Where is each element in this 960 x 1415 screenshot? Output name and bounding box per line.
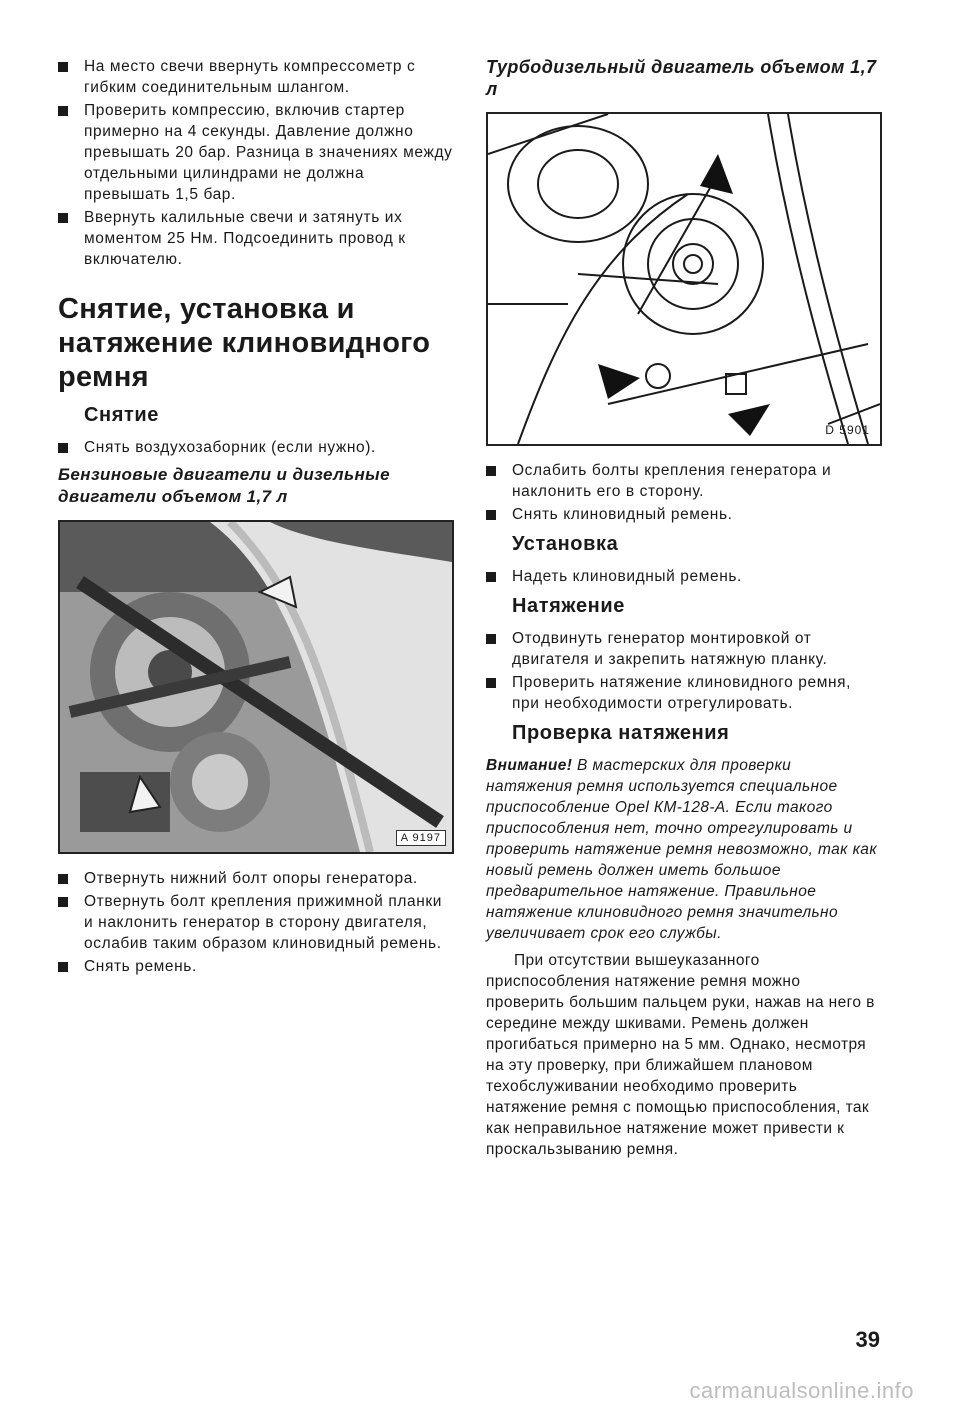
figure-caption: A 9197 — [396, 830, 446, 846]
engine-photo-figure — [58, 520, 454, 854]
turbo-heading: Турбодизельный двигатель объемом 1,7 л — [486, 57, 877, 99]
engine-heading: Бензиновые двигатели и дизельные двигатели объемом 1,7 л — [58, 465, 390, 506]
list-item: Отвернуть болт крепления прижимной планки и наклонить генератор в сторону двигателя, ослабив таким образом клиновидный ремень. — [58, 891, 454, 954]
alternator-line-drawing — [488, 114, 880, 444]
warning-paragraph — [486, 755, 882, 944]
page-number: 39 — [855, 1327, 880, 1352]
removal-heading: Снятие — [84, 404, 160, 426]
list-item: Надеть клиновидный ремень. — [486, 566, 882, 587]
left-column — [58, 56, 454, 979]
list-item: Снять клиновидный ремень. — [486, 504, 882, 525]
section-title: Снятие, установка и натяжение клиновидного ремня — [58, 293, 431, 393]
check-paragraph: При отсутствии вышеуказанного приспособления натяжение ремня можно проверить большим пальцем руки, нажав на него в середине между шкивами. Ремень должен прогибаться примерно на 5 мм. Однако, несмотря на эту проверку, при ближайшем плановом техобслуживании необходимо проверить натяжение ремня с помощью приспособления, так как неправильное натяжение может привести к проскальзыванию ремня. — [486, 952, 875, 1158]
check-heading: Проверка натяжения — [512, 722, 730, 744]
watermark: carmanualsonline.info — [689, 1378, 914, 1403]
list-item: Отвернуть нижний болт опоры генератора. — [58, 868, 454, 889]
alternator-photo-illustration — [60, 522, 452, 852]
list-item: Ослабить болты крепления генератора и наклонить его в сторону. — [486, 460, 882, 502]
list-item: Ввернуть калильные свечи и затянуть их моментом 25 Нм. Подсоединить провод к включателю. — [58, 207, 454, 270]
turbo-figure — [486, 112, 882, 446]
warning-label: Внимание! — [486, 757, 573, 774]
list-item: Проверить натяжение клиновидного ремня, при необходимости отрегулировать. — [486, 672, 882, 714]
list-item: На место свечи ввернуть компрессометр с гибким соединительным шлангом. — [58, 56, 454, 98]
list-item: Снять ремень. — [58, 956, 454, 977]
figure-caption: D 5901 — [825, 423, 870, 437]
list-item: Отодвинуть генератор монтировкой от двигателя и закрепить натяжную планку. — [486, 628, 882, 670]
install-heading: Установка — [512, 533, 619, 555]
list-item: Снять воздухозаборник (если нужно). — [58, 437, 454, 458]
list-item: Проверить компрессию, включив стартер примерно на 4 секунды. Давление должно превышать 20 бар. Разница в значениях между отдельными цилиндрами не должна превышать 1,5 бар. — [58, 100, 454, 205]
tension-heading: Натяжение — [512, 595, 625, 617]
warning-text: В мастерских для проверки натяжения ремня используется специальное приспособление Opel КМ-128-А. Если такого приспособления нет, точно отрегулировать и проверить натяжение ремня невозможно, так как новый ремень должен иметь большое предварительное натяжение. Правильное натяжение клиновидного ремня значительно увеличивает срок его службы. — [486, 757, 878, 942]
right-column — [486, 56, 882, 1160]
